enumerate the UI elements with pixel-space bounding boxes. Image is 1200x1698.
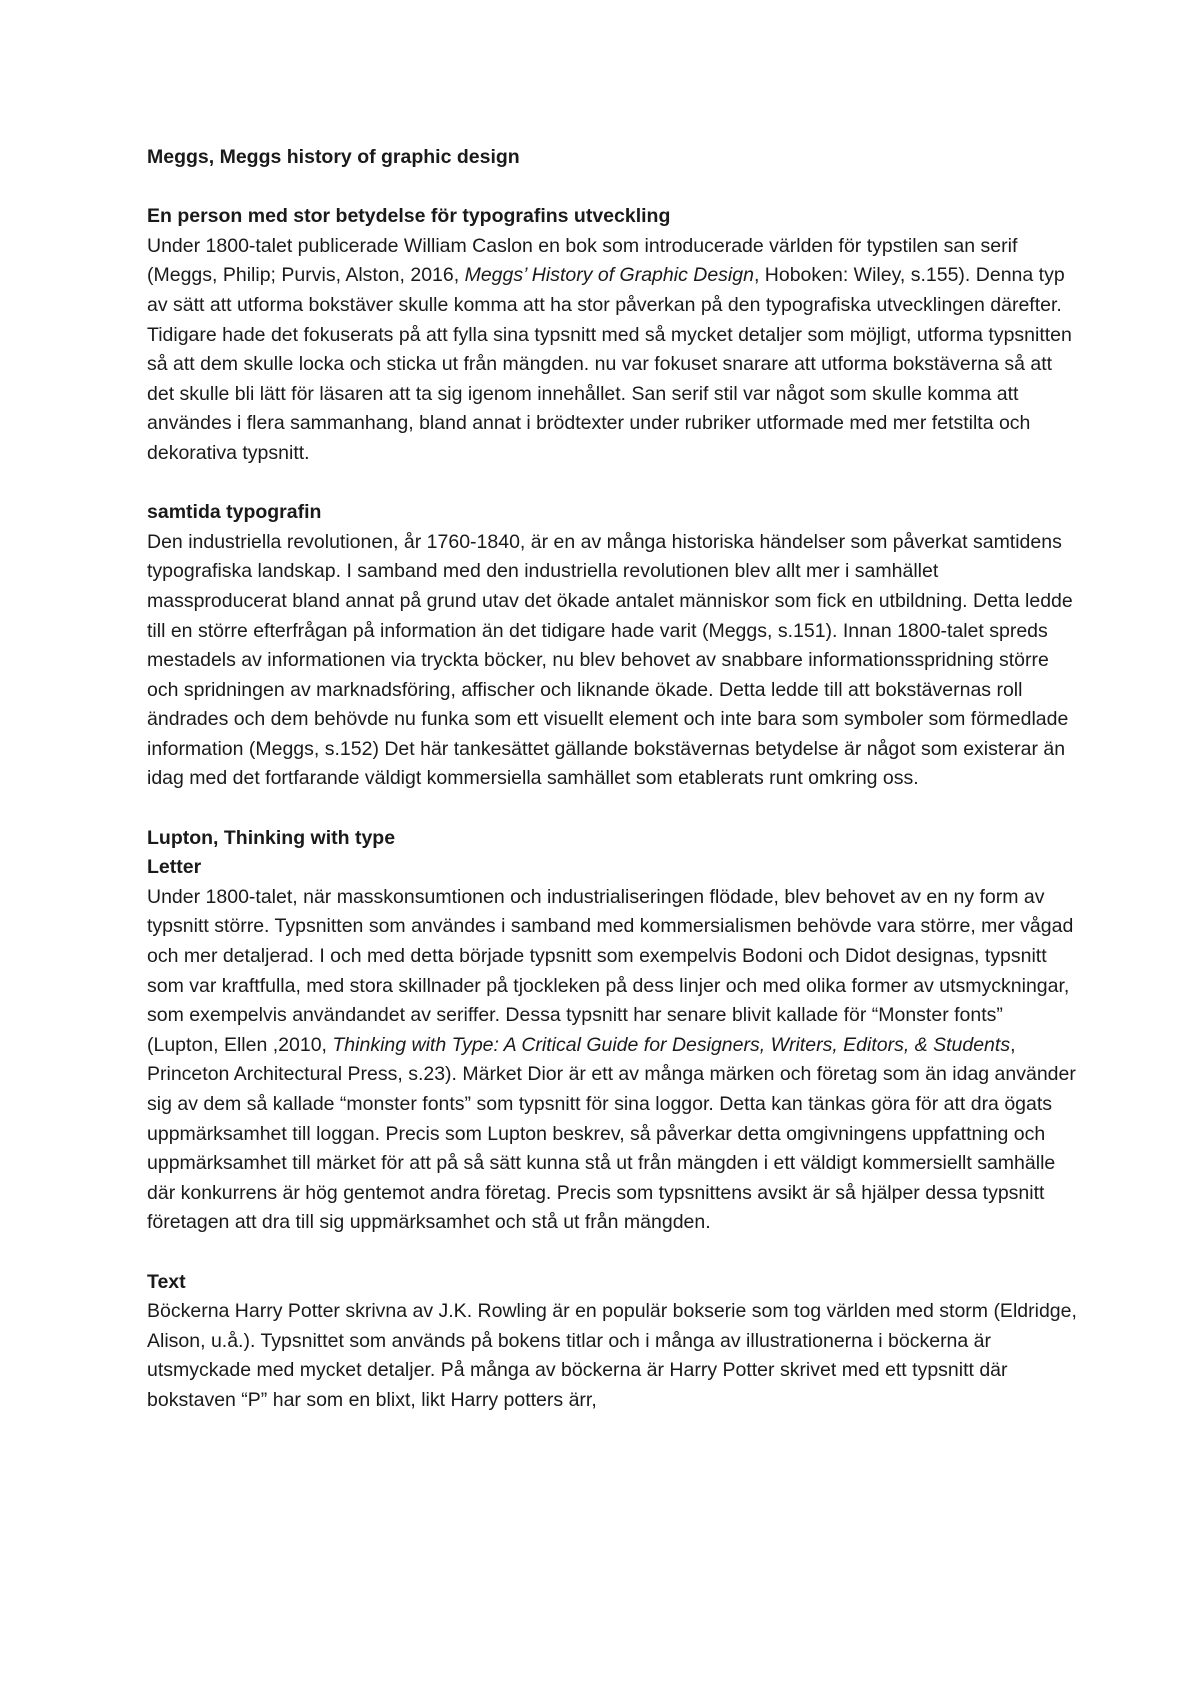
paragraph-text: Under 1800-talet publicerade William Caslon en bok som introducerade världen för typstilen san serif (Meggs, Philip; Purvis, Alston, 2016, [147,234,1018,287]
spacer [147,794,1077,824]
document-title: Meggs, Meggs history of graphic design [147,146,520,168]
document-page [147,143,1077,1416]
spacer [147,1238,1077,1268]
paragraph-text: Under 1800-talet, när masskonsumtionen och industrialiseringen flödade, blev behovet av en ny form av typsnitt större. Typsnitten som användes i samband med kommersialismen behövde vara större, mer vågad och mer detaljerad. I och med detta började typsnitt som exempelvis Bodoni och Didot designas, typsnitt som var kraftfulla, med stora skillnader på tjockleken på dess linjer och med olika former av utsmyckningar, som exempelvis användandet av seriffer. Dessa typsnitt har senare blivit kallade för “Monster fonts” (Lupton, Ellen ,2010, [147,885,1074,1056]
section-heading-samtida: samtida typografin [147,501,322,524]
paragraph-text: , Hoboken: Wiley, s.155). Denna typ av sätt att utforma bokstäver skulle komma att ha stor påverkan på den typografiska utvecklingen därefter. Tidigare hade det fokuserats på att fylla sina typsnitt med så mycket detaljer som möjligt, utforma typsnitten så att dem skulle locka och sticka ut från mängden. nu var fokuset snarare att utforma bokstäverna så att det skulle bli lätt för läsaren att ta sig igenom innehållet. San serif stil var något som skulle komma att användes i flera sammanhang, bland annat i brödtexter under rubriker utformade med mer fetstilta och dekorativa typsnitt. [147,264,1072,464]
section-heading-letter: Letter [147,856,202,879]
book-title-meggs: Meggs’ History of Graphic Design [464,264,754,287]
section-heading-person: En person med stor betydelse för typografins utveckling [147,205,671,228]
paragraph-harry-potter: Böckerna Harry Potter skrivna av J.K. Rowling är en populär bokserie som tog världen med storm (Eldridge, Alison, u.å.). Typsnittet som används på bokens titlar och i många av illustrationerna i böckerna är utsmyckade med mycket detaljer. På många av böckerna är Harry Potter skrivet med ett typsnitt där bokstaven “P” har som en blixt, likt Harry potters ärr, [147,1300,1077,1411]
paragraph-monster-fonts [147,883,1077,1238]
paragraph-industrial-revolution: Den industriella revolutionen, år 1760-1840, är en av många historiska händelser som påverkat samtidens typografiska landskap. I samband med den industriella revolutionen blev allt mer i samhället massproducerat bland annat på grund utav det ökade antalet människor som fick en utbildning. Detta ledde till en större efterfrågan på information än det tidigare hade varit (Meggs, s.151). Innan 1800-talet spreds mestadels av informationen via tryckta böcker, nu blev behovet av snabbare informationsspridning större och spridningen av marknadsföring, affischer och liknande ökade. Detta ledde till att bokstävernas roll ändrades och dem behövde nu funka som ett visuellt element och inte bara som symboler som förmedlade information (Meggs, s.152) Det här tankesättet gällande bokstävernas betydelse är något som existerar än idag med det fortfarande väldigt kommersiella samhället som etablerats runt omkring oss. [147,530,1073,790]
paragraph-caslon [147,232,1077,469]
spacer [147,469,1077,499]
section-title-lupton: Lupton, Thinking with type [147,826,396,849]
section-heading-text: Text [147,1270,186,1293]
book-title-lupton: Thinking with Type: A Critical Guide for Designers, Writers, Editors, & Students [332,1033,1011,1056]
paragraph-text: , Princeton Architectural Press, s.23). Märket Dior är ett av många märken och företag som än idag använder sig av dem så kallade “monster fonts” som typsnitt för sina loggor. Detta kan tänkas göra för att dra ögats uppmärksamhet till loggan. Precis som Lupton beskrev, så påverkar detta omgivningens uppfattning och uppmärksamhet till märket för att på så sätt kunna stå ut från mängden i ett väldigt kommersiellt samhälle där konkurrens är hög gentemot andra företag. Precis som typsnittens avsikt är så hjälper dessa typsnitt företagen att dra till sig uppmärksamhet och stå ut från mängden. [147,1033,1076,1234]
spacer [147,173,1077,203]
